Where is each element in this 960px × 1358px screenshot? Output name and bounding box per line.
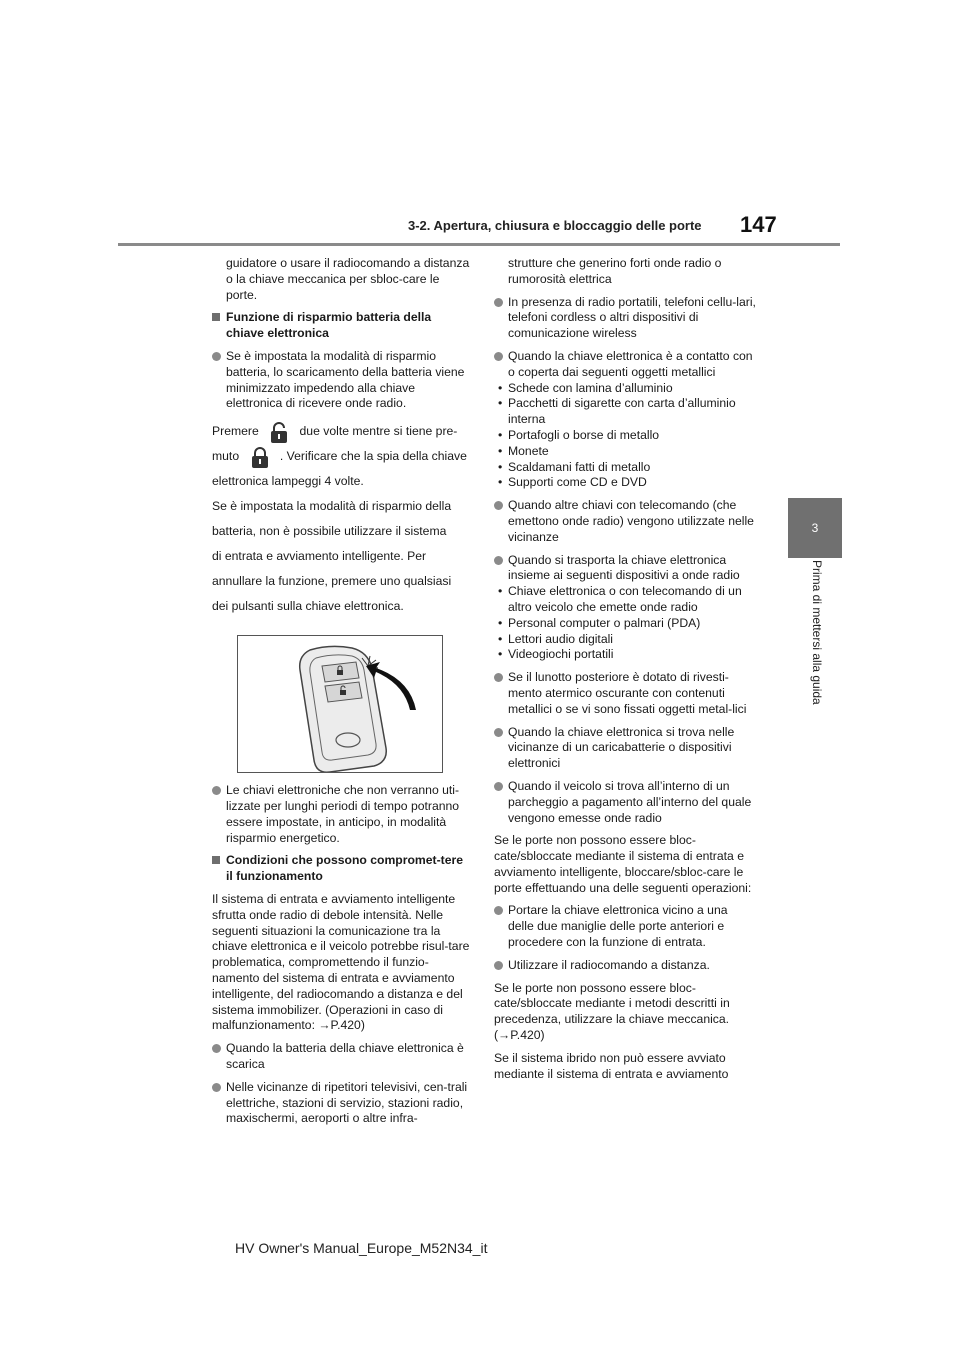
instruction-line: batteria, non è possibile utilizzare il sistema bbox=[212, 524, 447, 539]
bullet-item: Le chiavi elettroniche che non verranno uti-lizzate per lunghi periodi di tempo potranno essere impostate, in anticipo, in modalità risparmio energetico. bbox=[212, 783, 472, 846]
bullet-item: Quando la chiave elettronica si trova nelle vicinanze di un caricabatterie o dispositivi elettronici bbox=[494, 725, 756, 772]
list-item bbox=[494, 381, 756, 397]
chapter-side-label bbox=[788, 560, 842, 750]
list-bullet: • bbox=[498, 647, 503, 662]
list-item bbox=[494, 616, 756, 632]
instruction-line: dei pulsanti sulla chiave elettronica. bbox=[212, 599, 404, 614]
right-column bbox=[494, 256, 756, 1089]
paragraph: Se le porte non possono essere bloc-cate/sbloccate mediante i metodi descritti in precedenza, utilizzare la chiave meccanica. (→P.420) bbox=[494, 980, 730, 1043]
list-bullet: • bbox=[498, 475, 503, 490]
section-title: 3-2. Apertura, chiusura e bloccaggio delle porte bbox=[408, 218, 702, 233]
list-item-text: Scaldamani fatti di metallo bbox=[508, 459, 651, 474]
list-item bbox=[494, 584, 756, 616]
instruction-line: elettronica lampeggi 4 volte. bbox=[212, 474, 364, 489]
paragraph: guidatore o usare il radiocomando a distanza o la chiave meccanica per sbloc-care le porte. bbox=[226, 256, 470, 302]
list-bullet: • bbox=[498, 427, 503, 442]
bullet-item: Utilizzare il radiocomando a distanza. bbox=[494, 958, 756, 974]
list-item bbox=[494, 444, 756, 460]
bullet-item: Se è impostata la modalità di risparmio batteria, lo scaricamento della batteria viene minimizzato impedendo alla chiave elettronica di ricevere onde radio. bbox=[212, 349, 472, 412]
header-rule bbox=[118, 243, 840, 246]
footer-text: HV Owner's Manual_Europe_M52N34_it bbox=[235, 1240, 488, 1256]
list-bullet: • bbox=[498, 631, 503, 646]
lock-icon bbox=[247, 445, 273, 469]
list-item-text: Monete bbox=[508, 443, 549, 458]
paragraph: Se le porte non possono essere bloc-cate/sbloccate mediante il sistema di entrata e avviamento intelligente, bloccare/sbloc-care le porte effettuando una delle seguenti operazioni: bbox=[494, 833, 752, 895]
list-item-text: Chiave elettronica o con telecomando di un altro veicolo che emette onde radio bbox=[508, 584, 742, 614]
list-item bbox=[494, 647, 756, 663]
list-item-text: Lettori audio digitali bbox=[508, 631, 614, 646]
list-item-text: Personal computer o palmari (PDA) bbox=[508, 615, 701, 630]
paragraph: Se il sistema ibrido non può essere avviato mediante il sistema di entrata e avviamento bbox=[494, 1050, 729, 1081]
list-item bbox=[494, 396, 756, 428]
list-bullet: • bbox=[498, 459, 503, 474]
left-column bbox=[212, 256, 472, 1134]
list-item bbox=[494, 460, 756, 476]
bullet-item: Se il lunotto posteriore è dotato di rivesti-mento atermico oscurante con contenuti metallici o se vi sono fissati oggetti metal-lici bbox=[494, 670, 756, 717]
list-item-text: Portafogli o borse di metallo bbox=[508, 427, 660, 442]
list-bullet: • bbox=[498, 615, 503, 630]
list-bullet: • bbox=[498, 584, 503, 599]
instruction-line: Se è impostata la modalità di risparmio della bbox=[212, 499, 452, 514]
instruction-text: Premere bbox=[212, 424, 259, 439]
instruction-line bbox=[212, 419, 472, 444]
section-heading: Condizioni che possono compromet-tere il funzionamento bbox=[212, 853, 472, 885]
list-item bbox=[494, 428, 756, 444]
instruction-line: annullare la funzione, premere uno qualsiasi bbox=[212, 574, 452, 589]
list-bullet: • bbox=[498, 396, 503, 411]
instruction-text: muto bbox=[212, 449, 240, 464]
bullet-item: Quando si trasporta la chiave elettronica insieme ai seguenti dispositivi a onde radio bbox=[494, 553, 756, 585]
bullet-item: Nelle vicinanze di ripetitori televisivi, cen-trali elettriche, stazioni di servizio, stazioni radio, maxischermi, aeroporti o altre infra- bbox=[212, 1080, 472, 1127]
bullet-item: Quando il veicolo si trova all’interno di un parcheggio a pagamento all’interno del quale vengono emesse onde radio bbox=[494, 779, 756, 826]
list-item-text: Pacchetti di sigarette con carta d’alluminio interna bbox=[508, 396, 736, 427]
paragraph: Il sistema di entrata e avviamento intelligente sfrutta onde radio di debole intensità. Nelle seguenti situazioni la comunicazione tra la chiave elettronica e il veicolo potrebbe risul-tare problematica, compromettendo il funzio-namento del sistema di entrata e avviamento intelligente, del radiocomando a distanza e del sistema immobilizer. (Operazioni in caso di malfunzionamento: →P.420) bbox=[212, 891, 470, 1033]
list-bullet: • bbox=[498, 443, 503, 458]
instruction-text: due volte mentre si tiene pre- bbox=[299, 424, 458, 439]
list-item bbox=[494, 475, 756, 491]
chapter-title: Prima di mettersi alla guida bbox=[810, 560, 824, 705]
list-item-text: Schede con lamina d’alluminio bbox=[508, 380, 673, 395]
paragraph: strutture che generino forti onde radio o rumorosità elettrica bbox=[508, 256, 722, 286]
list-item-text: Supporti come CD e DVD bbox=[508, 475, 647, 490]
list-bullet: • bbox=[498, 380, 503, 395]
chapter-tab bbox=[788, 498, 842, 558]
bullet-item: Quando altre chiavi con telecomando (che emettono onde radio) vengono utilizzate nelle vicinanze bbox=[494, 498, 756, 545]
bullet-item: Portare la chiave elettronica vicino a una delle due maniglie delle porte anteriori e procedere con la funzione di entrata. bbox=[494, 903, 756, 950]
list-item bbox=[494, 632, 756, 648]
bullet-item: Quando la batteria della chiave elettronica è scarica bbox=[212, 1041, 472, 1073]
list-item-text: Videogiochi portatili bbox=[508, 647, 614, 662]
unlock-icon bbox=[266, 420, 292, 444]
instruction-line bbox=[212, 444, 472, 469]
page-number: 147 bbox=[740, 212, 777, 237]
instruction-text: . Verificare che la spia della chiave bbox=[279, 449, 467, 464]
instruction-line: di entrata e avviamento intelligente. Per bbox=[212, 549, 427, 564]
bullet-item: In presenza di radio portatili, telefoni cellu-lari, telefoni cordless o altri dispositivi di comunicazione wireless bbox=[494, 295, 756, 342]
section-heading: Funzione di risparmio batteria della chiave elettronica bbox=[212, 310, 472, 342]
chapter-number: 3 bbox=[811, 521, 819, 535]
sub-list bbox=[494, 584, 756, 663]
sub-list bbox=[494, 381, 756, 492]
bullet-item: Quando la chiave elettronica è a contatto con o coperta dai seguenti oggetti metallici bbox=[494, 349, 756, 381]
smart-key-illustration bbox=[237, 635, 443, 773]
